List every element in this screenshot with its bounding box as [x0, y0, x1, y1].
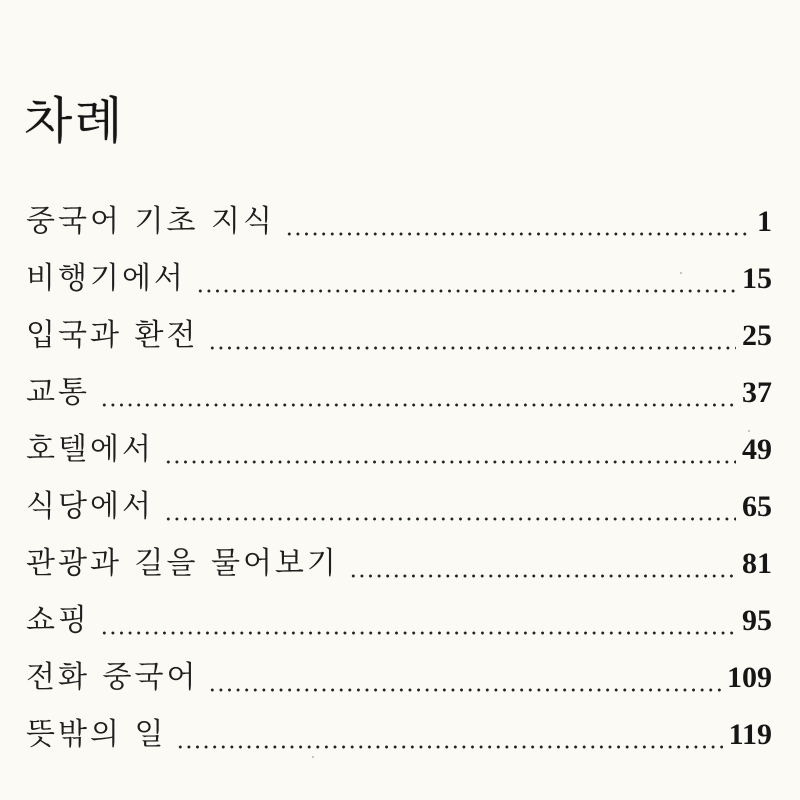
dot-leader: [176, 745, 722, 749]
toc-entry-page: 95: [742, 604, 772, 637]
toc-entry-page: 119: [728, 718, 772, 751]
dot-leader: [208, 688, 721, 692]
dot-leader: [196, 289, 736, 293]
toc-entry-label: 중국어 기초 지식: [26, 204, 275, 239]
dot-leader: [100, 631, 736, 635]
toc-entry-label: 식당에서: [26, 489, 154, 524]
page-title: 차례: [24, 91, 125, 150]
toc-entry-page: 109: [727, 661, 772, 694]
toc-entry-label: 쇼핑: [26, 603, 90, 638]
toc-entry[interactable]: [26, 193, 772, 250]
toc-entry[interactable]: [26, 364, 772, 421]
toc-entry-label: 호텔에서: [26, 432, 154, 467]
paper-speck: [748, 430, 750, 432]
paper-speck: [312, 756, 314, 758]
dot-leader: [164, 517, 736, 521]
toc-entry[interactable]: [26, 592, 772, 649]
toc-entry[interactable]: [26, 307, 772, 364]
table-of-contents: [26, 193, 772, 763]
toc-entry[interactable]: [26, 649, 772, 706]
toc-entry[interactable]: [26, 478, 772, 535]
toc-entry-label: 교통: [26, 375, 90, 410]
dot-leader: [164, 460, 736, 464]
toc-entry-label: 전화 중국어: [26, 660, 199, 695]
toc-entry-page: 37: [742, 376, 772, 409]
dot-leader: [285, 232, 751, 236]
toc-entry-page: 65: [742, 490, 772, 523]
toc-entry-page: 49: [742, 433, 772, 466]
toc-entry[interactable]: [26, 250, 772, 307]
toc-entry-label: 관광과 길을 물어보기: [26, 546, 339, 581]
toc-entry-page: 1: [757, 205, 772, 238]
toc-entry[interactable]: [26, 706, 772, 763]
toc-entry[interactable]: [26, 421, 772, 478]
toc-entry-page: 25: [742, 319, 772, 352]
toc-entry-label: 비행기에서: [26, 261, 186, 296]
dot-leader: [349, 574, 736, 578]
dot-leader: [208, 346, 736, 350]
toc-entry-label: 입국과 환전: [26, 318, 199, 353]
toc-entry-page: 15: [742, 262, 772, 295]
toc-entry-page: 81: [742, 547, 772, 580]
paper-speck: [680, 272, 682, 274]
dot-leader: [100, 403, 736, 407]
toc-entry-label: 뜻밖의 일: [26, 717, 167, 752]
toc-entry[interactable]: [26, 535, 772, 592]
